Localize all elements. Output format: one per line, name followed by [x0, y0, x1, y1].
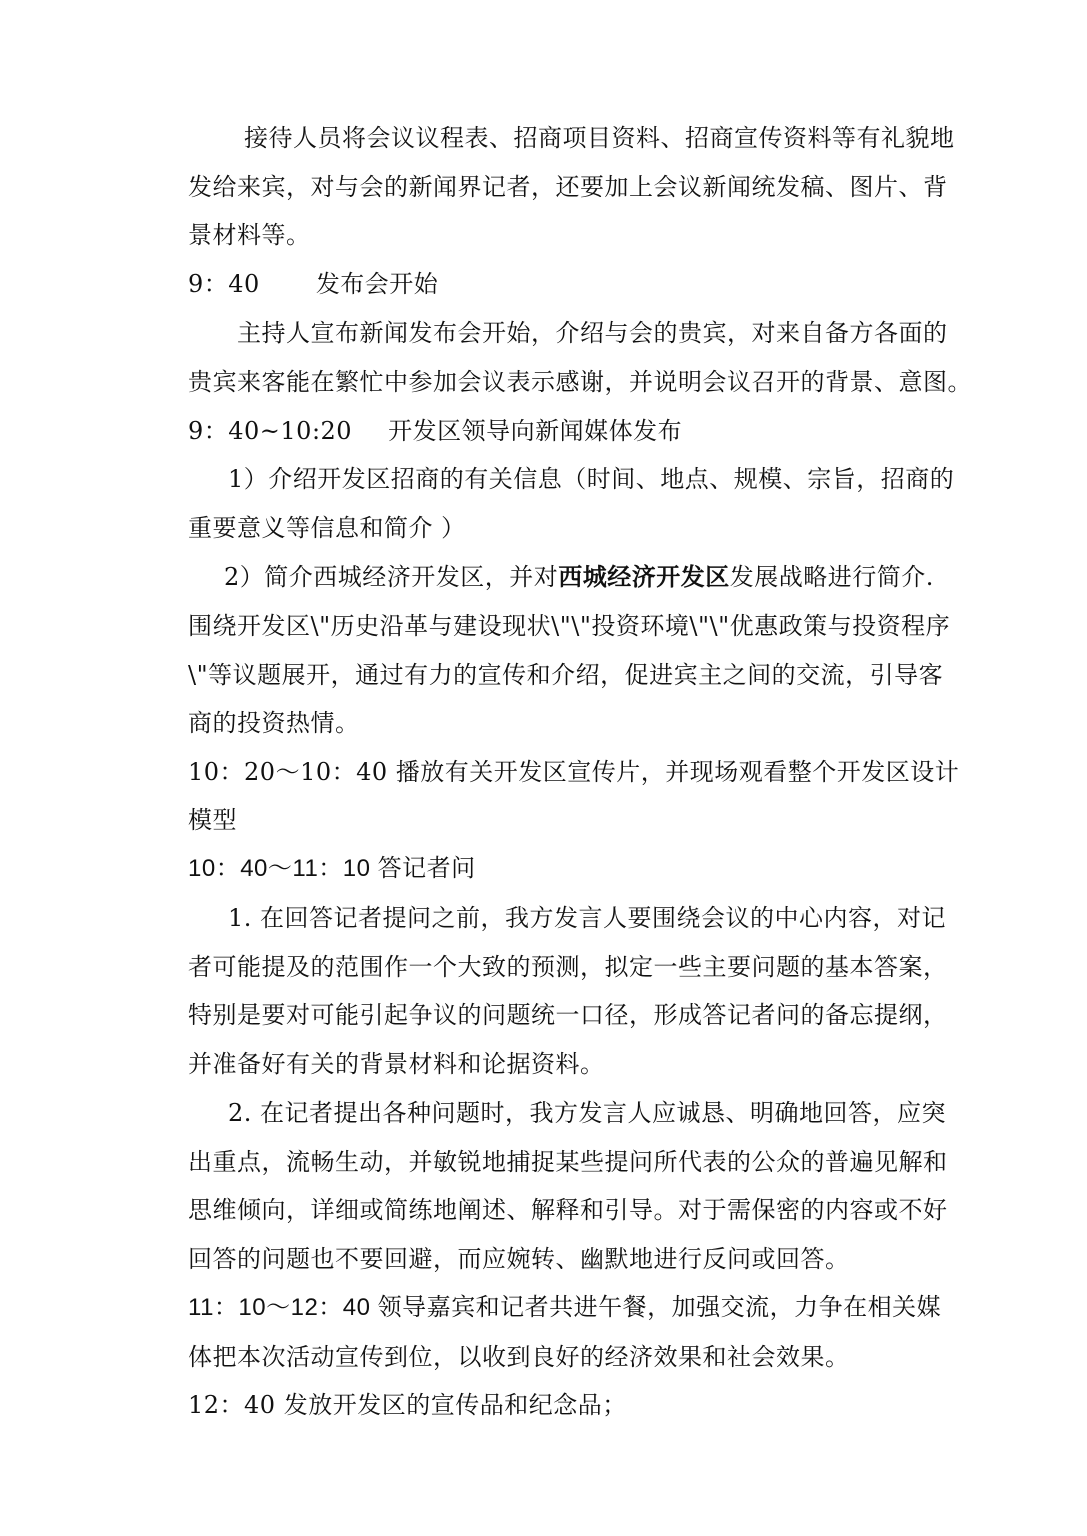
paragraph-line: 围绕开发区\"历史沿革与建设现状\"\"投资环境\"\"优惠政策与投资程序	[188, 612, 951, 640]
paragraph-line: 特别是要对可能引起争议的问题统一口径，形成答记者问的备忘提纲，	[188, 1001, 948, 1029]
paragraph-line: 主持人宣布新闻发布会开始，介绍与会的贵宾，对来自备方各面的	[237, 319, 948, 347]
bold-text-run: 西城经济开发区	[558, 562, 730, 591]
paragraph-line: 重要意义等信息和简介 ）	[188, 514, 466, 542]
schedule-heading: 10：20～10：40 播放有关开发区宣传片，并现场观看整个开发区设计	[188, 758, 960, 786]
paragraph-line: 发给来宾，对与会的新闻界记者，还要加上会议新闻统发稿、图片、背	[188, 173, 948, 201]
schedule-heading: 12：40 发放开发区的宣传品和纪念品；	[188, 1391, 627, 1419]
paragraph-line: 1）介绍开发区招商的有关信息（时间、地点、规模、宗旨，招商的	[228, 465, 955, 493]
paragraph-line: 者可能提及的范围作一个大致的预测，拟定一些主要问题的基本答案，	[188, 953, 948, 981]
paragraph-line: 2. 在记者提出各种问题时，我方发言人应诚恳、明确地回答，应突	[228, 1099, 947, 1127]
schedule-title: 发布会开始	[315, 270, 439, 298]
schedule-time: 9：40	[188, 270, 260, 298]
paragraph-line: 接待人员将会议议程表、招商项目资料、招商宣传资料等有礼貌地	[244, 124, 955, 152]
text-run: 发展战略进行简介.	[729, 563, 934, 591]
paragraph-line: 商的投资热情。	[188, 709, 360, 737]
schedule-time: 9：40~10:20	[188, 417, 353, 445]
paragraph-line: 体把本次活动宣传到位，以收到良好的经济效果和社会效果。	[188, 1343, 850, 1371]
paragraph-line: 思维倾向，详细或简练地阐述、解释和引导。对于需保密的内容或不好	[188, 1196, 948, 1224]
paragraph-line: 景材料等。	[188, 221, 311, 249]
paragraph-line: 并准备好有关的背景材料和论据资料。	[188, 1050, 605, 1078]
text-run: 2）简介西城经济开发区，并对	[224, 563, 559, 591]
paragraph-line: 出重点，流畅生动，并敏锐地捕捉某些提问所代表的公众的普遍见解和	[188, 1148, 948, 1176]
paragraph-line: 回答的问题也不要回避，而应婉转、幽默地进行反问或回答。	[188, 1245, 850, 1273]
schedule-heading	[188, 267, 968, 301]
schedule-heading: 11：10～12：40 领导嘉宾和记者共进午餐，加强交流，力争在相关媒	[188, 1294, 942, 1321]
paragraph-line: 1. 在回答记者提问之前，我方发言人要围绕会议的中心内容，对记	[228, 904, 947, 932]
paragraph-line: \"等议题展开，通过有力的宣传和介绍，促进宾主之间的交流，引导客	[188, 661, 944, 689]
paragraph-line	[224, 560, 1004, 594]
paragraph-line: 贵宾来客能在繁忙中参加会议表示感谢，并说明会议召开的背景、意图。	[188, 368, 972, 396]
schedule-heading: 10：40～11：10 答记者问	[188, 855, 476, 882]
schedule-heading	[188, 414, 968, 448]
paragraph-line: 模型	[188, 806, 237, 834]
schedule-title: 开发区领导向新闻媒体发布	[388, 417, 683, 445]
